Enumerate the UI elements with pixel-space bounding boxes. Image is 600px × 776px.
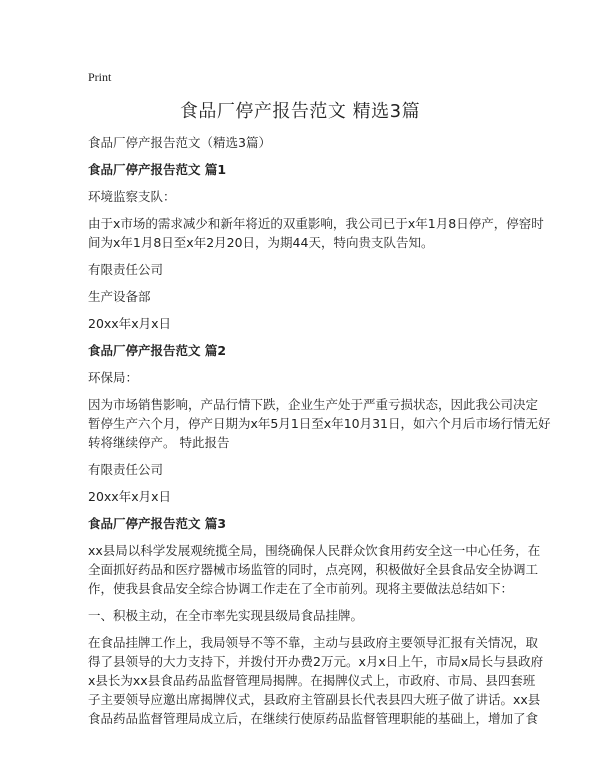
paragraph-line: 转将继续停产。 特此报告 [88, 435, 230, 450]
paragraph [88, 214, 544, 252]
paragraph [88, 606, 528, 625]
paragraph-line: 在食品挂牌工作上，我局领导不等不靠，主动与县政府主要领导汇报有关情况，取 [88, 635, 539, 650]
document-page [88, 70, 551, 736]
paragraph-line: xx县局以科学发展观统揽全局，围绕确保人民群众饮食用药安全这一中心任务，在 [88, 543, 541, 558]
paragraph-line: 环保局： [88, 370, 139, 385]
paragraph-line: 有限责任公司 [88, 262, 164, 277]
paragraph-line: 生产设备部 [88, 289, 151, 304]
paragraph-line: 作，使我县食品安全综合协调工作走在了全市前列。现将主要做法总结如下： [88, 581, 514, 596]
paragraph-line: 有限责任公司 [88, 462, 164, 477]
paragraph-line: 暂停生产六个月，停产日期为x年5月1日至x年10月31日，如六个月后市场行情无好 [88, 416, 551, 431]
paragraph-line: 全面抓好药品和医疗器械市场监管的同时，点亮网，积极做好全县食品安全协调工 [88, 562, 539, 577]
paragraph-line: x县长为xx县食品药品监督管理局揭牌。在揭牌仪式上，市政府、市局、县四套班 [88, 673, 536, 688]
section-heading: 食品厂停产报告范文 篇2 [88, 343, 227, 358]
paragraph [88, 314, 528, 333]
paragraph-line: 环境监察支队： [88, 189, 176, 204]
document-body [88, 160, 551, 728]
paragraph-line: 子主要领导应邀出席揭牌仪式，县政府主管副县长代表县四大班子做了讲话。xx县 [88, 692, 541, 707]
paragraph [88, 368, 528, 387]
paragraph-line: 食品药品监督管理局成立后，在继续行使原药品监督管理职能的基础上，增加了食 [88, 711, 539, 726]
section-heading: 食品厂停产报告范文 篇1 [88, 162, 227, 177]
paragraph-line: 因为市场销售影响，产品行情下跌，企业生产处于严重亏损状态，因此我公司决定 [88, 397, 539, 412]
paragraph [88, 460, 528, 479]
print-label[interactable]: Print [88, 70, 112, 84]
paragraph [88, 633, 544, 728]
paragraph-line: 由于x市场的需求减少和新年将近的双重影响，我公司已于x年1月8日停产，停窑时 [88, 216, 544, 231]
document-title: 食品厂停产报告范文 精选3篇 [179, 101, 421, 122]
paragraph [88, 395, 551, 452]
paragraph-line: 得了县领导的大力支持下，并拨付开办费2万元。x月x日上午，市局x局长与县政府 [88, 654, 544, 669]
paragraph-line: 20xx年x月x日 [88, 316, 171, 331]
paragraph-line: 间为x年1月8日至x年2月20日，为期44天，特向贵支队告知。 [88, 235, 434, 250]
paragraph [88, 187, 528, 206]
document-subtitle: 食品厂停产报告范文（精选3篇） [88, 135, 271, 150]
paragraph-line: 20xx年x月x日 [88, 489, 171, 504]
paragraph [88, 487, 528, 506]
section-heading: 食品厂停产报告范文 篇3 [88, 516, 227, 531]
paragraph [88, 260, 528, 279]
paragraph-line: 一、积极主动，在全市率先实现县级局食品挂牌。 [88, 608, 364, 623]
paragraph [88, 287, 528, 306]
paragraph [88, 541, 541, 598]
